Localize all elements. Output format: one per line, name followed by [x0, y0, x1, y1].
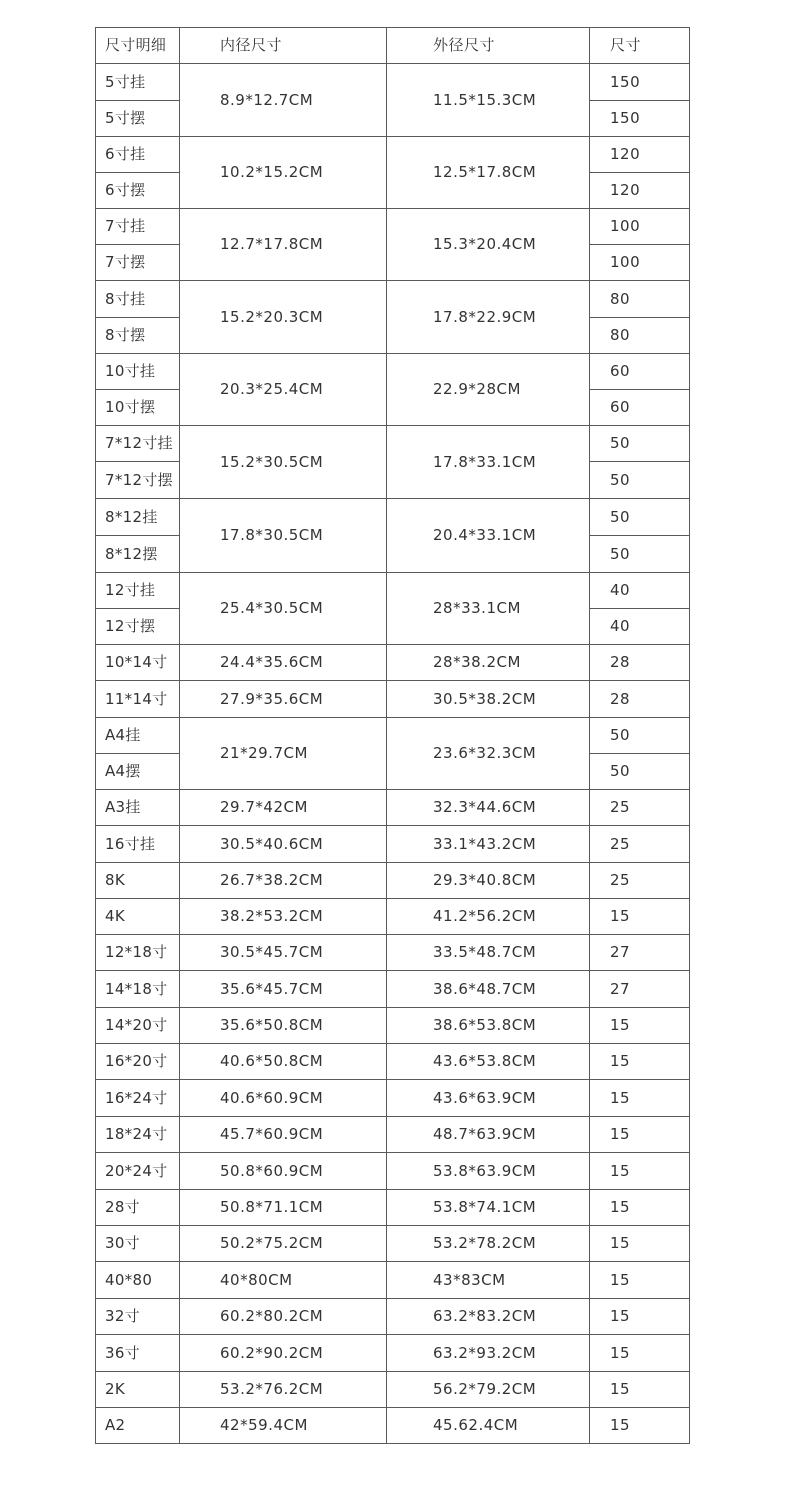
- size-value-cell: 15: [590, 1335, 690, 1372]
- inner-size-cell: 30.5*45.7CM: [180, 935, 387, 971]
- size-name-cell: 8寸摆: [96, 318, 180, 354]
- outer-size-cell: 38.6*53.8CM: [387, 1008, 590, 1044]
- table-row: [96, 718, 690, 754]
- size-value-cell: 15: [590, 1299, 690, 1335]
- outer-size-cell: 32.3*44.6CM: [387, 790, 590, 826]
- inner-size-cell: 27.9*35.6CM: [180, 681, 387, 718]
- size-name-cell: A2: [96, 1408, 180, 1444]
- size-value-cell: 15: [590, 1117, 690, 1153]
- inner-size-cell: 21*29.7CM: [180, 718, 387, 790]
- size-name-cell: 8*12摆: [96, 536, 180, 573]
- inner-size-cell: 38.2*53.2CM: [180, 899, 387, 935]
- size-name-cell: 10寸挂: [96, 354, 180, 390]
- size-value-cell: 100: [590, 209, 690, 245]
- size-name-cell: A3挂: [96, 790, 180, 826]
- table-row: [96, 1117, 690, 1153]
- size-value-cell: 15: [590, 1262, 690, 1299]
- size-value-cell: 80: [590, 281, 690, 318]
- size-name-cell: 11*14寸: [96, 681, 180, 718]
- size-value-cell: 25: [590, 826, 690, 863]
- table-row: [96, 1044, 690, 1080]
- size-value-cell: 15: [590, 1080, 690, 1117]
- size-spec-table: [95, 27, 690, 1444]
- outer-size-cell: 29.3*40.8CM: [387, 863, 590, 899]
- inner-size-cell: 8.9*12.7CM: [180, 64, 387, 137]
- size-name-cell: 32寸: [96, 1299, 180, 1335]
- size-value-cell: 15: [590, 899, 690, 935]
- size-value-cell: 15: [590, 1008, 690, 1044]
- size-value-cell: 50: [590, 754, 690, 790]
- outer-size-cell: 22.9*28CM: [387, 354, 590, 426]
- outer-size-cell: 56.2*79.2CM: [387, 1372, 590, 1408]
- size-name-cell: 40*80: [96, 1262, 180, 1299]
- size-name-cell: 20*24寸: [96, 1153, 180, 1190]
- size-value-cell: 50: [590, 718, 690, 754]
- outer-size-cell: 28*38.2CM: [387, 645, 590, 681]
- inner-size-cell: 26.7*38.2CM: [180, 863, 387, 899]
- inner-size-cell: 25.4*30.5CM: [180, 573, 387, 645]
- size-value-cell: 15: [590, 1372, 690, 1408]
- table-row: [96, 281, 690, 318]
- table-row: [96, 499, 690, 536]
- size-name-cell: 6寸摆: [96, 173, 180, 209]
- size-name-cell: 36寸: [96, 1335, 180, 1372]
- table-row: [96, 681, 690, 718]
- size-name-cell: 12寸摆: [96, 609, 180, 645]
- inner-size-cell: 60.2*80.2CM: [180, 1299, 387, 1335]
- outer-size-cell: 33.5*48.7CM: [387, 935, 590, 971]
- size-name-cell: 5寸挂: [96, 64, 180, 101]
- table-row: [96, 573, 690, 609]
- outer-size-cell: 53.8*74.1CM: [387, 1190, 590, 1226]
- size-name-cell: 4K: [96, 899, 180, 935]
- inner-size-cell: 35.6*45.7CM: [180, 971, 387, 1008]
- size-value-cell: 50: [590, 536, 690, 573]
- size-value-cell: 60: [590, 390, 690, 426]
- outer-size-cell: 11.5*15.3CM: [387, 64, 590, 137]
- header-inner-size: 内径尺寸: [180, 28, 387, 64]
- inner-size-cell: 20.3*25.4CM: [180, 354, 387, 426]
- outer-size-cell: 41.2*56.2CM: [387, 899, 590, 935]
- size-name-cell: 18*24寸: [96, 1117, 180, 1153]
- inner-size-cell: 35.6*50.8CM: [180, 1008, 387, 1044]
- table-row: [96, 971, 690, 1008]
- size-name-cell: A4摆: [96, 754, 180, 790]
- size-value-cell: 28: [590, 681, 690, 718]
- size-value-cell: 150: [590, 101, 690, 137]
- table-row: [96, 1262, 690, 1299]
- table-row: [96, 1408, 690, 1444]
- size-value-cell: 50: [590, 462, 690, 499]
- outer-size-cell: 30.5*38.2CM: [387, 681, 590, 718]
- size-value-cell: 50: [590, 426, 690, 462]
- outer-size-cell: 45.62.4CM: [387, 1408, 590, 1444]
- size-spec-table-body: [96, 28, 690, 1444]
- size-name-cell: 8寸挂: [96, 281, 180, 318]
- table-row: [96, 645, 690, 681]
- size-value-cell: 15: [590, 1190, 690, 1226]
- size-value-cell: 15: [590, 1408, 690, 1444]
- table-row: [96, 426, 690, 462]
- inner-size-cell: 53.2*76.2CM: [180, 1372, 387, 1408]
- table-row: [96, 935, 690, 971]
- size-name-cell: 16*20寸: [96, 1044, 180, 1080]
- outer-size-cell: 63.2*83.2CM: [387, 1299, 590, 1335]
- table-row: [96, 790, 690, 826]
- inner-size-cell: 17.8*30.5CM: [180, 499, 387, 573]
- table-row: [96, 1153, 690, 1190]
- inner-size-cell: 10.2*15.2CM: [180, 137, 387, 209]
- size-value-cell: 25: [590, 790, 690, 826]
- outer-size-cell: 33.1*43.2CM: [387, 826, 590, 863]
- size-value-cell: 100: [590, 245, 690, 281]
- size-value-cell: 40: [590, 573, 690, 609]
- size-name-cell: 16*24寸: [96, 1080, 180, 1117]
- outer-size-cell: 63.2*93.2CM: [387, 1335, 590, 1372]
- size-name-cell: 6寸挂: [96, 137, 180, 173]
- size-name-cell: 8*12挂: [96, 499, 180, 536]
- size-name-cell: A4挂: [96, 718, 180, 754]
- header-size-detail: 尺寸明细: [96, 28, 180, 64]
- outer-size-cell: 43*83CM: [387, 1262, 590, 1299]
- size-value-cell: 60: [590, 354, 690, 390]
- inner-size-cell: 60.2*90.2CM: [180, 1335, 387, 1372]
- size-value-cell: 28: [590, 645, 690, 681]
- size-name-cell: 8K: [96, 863, 180, 899]
- size-value-cell: 15: [590, 1153, 690, 1190]
- size-name-cell: 14*20寸: [96, 1008, 180, 1044]
- header-row: [96, 28, 690, 64]
- size-value-cell: 15: [590, 1044, 690, 1080]
- table-row: [96, 863, 690, 899]
- table-row: [96, 1226, 690, 1262]
- size-value-cell: 25: [590, 863, 690, 899]
- outer-size-cell: 43.6*63.9CM: [387, 1080, 590, 1117]
- size-name-cell: 10寸摆: [96, 390, 180, 426]
- table-row: [96, 137, 690, 173]
- inner-size-cell: 40*80CM: [180, 1262, 387, 1299]
- outer-size-cell: 38.6*48.7CM: [387, 971, 590, 1008]
- outer-size-cell: 23.6*32.3CM: [387, 718, 590, 790]
- outer-size-cell: 15.3*20.4CM: [387, 209, 590, 281]
- size-name-cell: 12寸挂: [96, 573, 180, 609]
- table-row: [96, 1190, 690, 1226]
- header-size: 尺寸: [590, 28, 690, 64]
- inner-size-cell: 45.7*60.9CM: [180, 1117, 387, 1153]
- size-value-cell: 50: [590, 499, 690, 536]
- outer-size-cell: 17.8*33.1CM: [387, 426, 590, 499]
- size-value-cell: 120: [590, 137, 690, 173]
- inner-size-cell: 15.2*20.3CM: [180, 281, 387, 354]
- table-row: [96, 1080, 690, 1117]
- size-value-cell: 150: [590, 64, 690, 101]
- inner-size-cell: 50.8*71.1CM: [180, 1190, 387, 1226]
- size-name-cell: 7*12寸摆: [96, 462, 180, 499]
- size-name-cell: 2K: [96, 1372, 180, 1408]
- size-name-cell: 12*18寸: [96, 935, 180, 971]
- inner-size-cell: 50.8*60.9CM: [180, 1153, 387, 1190]
- inner-size-cell: 12.7*17.8CM: [180, 209, 387, 281]
- header-outer-size: 外径尺寸: [387, 28, 590, 64]
- size-name-cell: 28寸: [96, 1190, 180, 1226]
- inner-size-cell: 30.5*40.6CM: [180, 826, 387, 863]
- table-row: [96, 899, 690, 935]
- size-name-cell: 30寸: [96, 1226, 180, 1262]
- table-row: [96, 64, 690, 101]
- size-value-cell: 15: [590, 1226, 690, 1262]
- table-row: [96, 1299, 690, 1335]
- size-name-cell: 5寸摆: [96, 101, 180, 137]
- inner-size-cell: 15.2*30.5CM: [180, 426, 387, 499]
- table-row: [96, 209, 690, 245]
- size-name-cell: 7寸挂: [96, 209, 180, 245]
- size-value-cell: 120: [590, 173, 690, 209]
- size-name-cell: 16寸挂: [96, 826, 180, 863]
- size-value-cell: 27: [590, 935, 690, 971]
- size-value-cell: 27: [590, 971, 690, 1008]
- outer-size-cell: 17.8*22.9CM: [387, 281, 590, 354]
- outer-size-cell: 12.5*17.8CM: [387, 137, 590, 209]
- inner-size-cell: 29.7*42CM: [180, 790, 387, 826]
- outer-size-cell: 53.8*63.9CM: [387, 1153, 590, 1190]
- table-row: [96, 1372, 690, 1408]
- inner-size-cell: 24.4*35.6CM: [180, 645, 387, 681]
- table-row: [96, 1335, 690, 1372]
- size-name-cell: 10*14寸: [96, 645, 180, 681]
- outer-size-cell: 43.6*53.8CM: [387, 1044, 590, 1080]
- table-row: [96, 354, 690, 390]
- table-row: [96, 826, 690, 863]
- inner-size-cell: 40.6*50.8CM: [180, 1044, 387, 1080]
- inner-size-cell: 50.2*75.2CM: [180, 1226, 387, 1262]
- table-row: [96, 1008, 690, 1044]
- size-value-cell: 80: [590, 318, 690, 354]
- inner-size-cell: 40.6*60.9CM: [180, 1080, 387, 1117]
- outer-size-cell: 48.7*63.9CM: [387, 1117, 590, 1153]
- outer-size-cell: 53.2*78.2CM: [387, 1226, 590, 1262]
- size-name-cell: 7寸摆: [96, 245, 180, 281]
- outer-size-cell: 20.4*33.1CM: [387, 499, 590, 573]
- size-name-cell: 14*18寸: [96, 971, 180, 1008]
- size-name-cell: 7*12寸挂: [96, 426, 180, 462]
- inner-size-cell: 42*59.4CM: [180, 1408, 387, 1444]
- size-value-cell: 40: [590, 609, 690, 645]
- outer-size-cell: 28*33.1CM: [387, 573, 590, 645]
